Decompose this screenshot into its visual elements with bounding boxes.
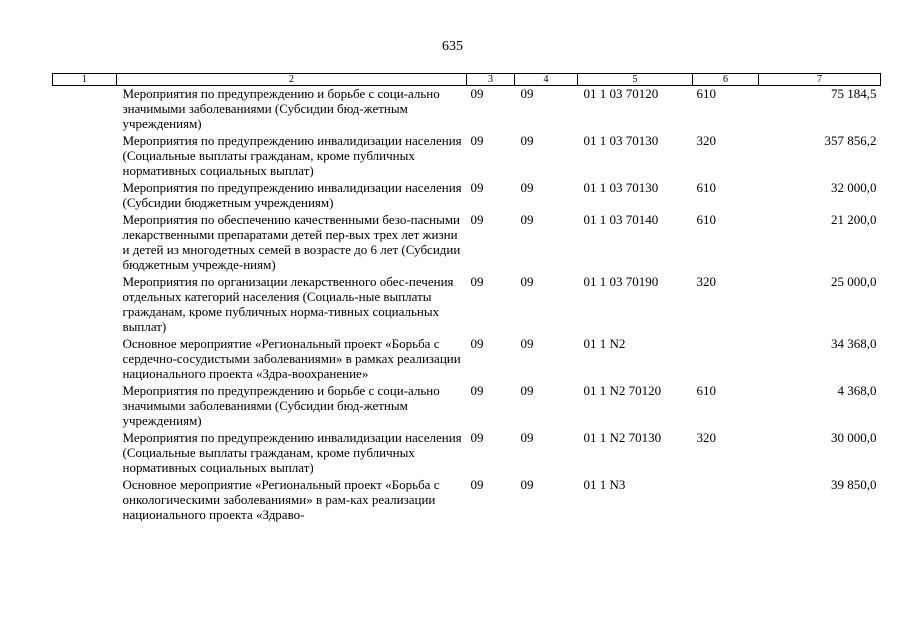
table-row <box>53 86 881 134</box>
row-amount-cell: 25 000,0 <box>831 274 877 289</box>
header-row <box>53 74 881 86</box>
row-amount-cell: 39 850,0 <box>831 477 877 492</box>
table-row <box>53 274 881 336</box>
row-amount-cell: 357 856,2 <box>824 133 877 148</box>
row-subsection-cell: 09 <box>520 212 534 227</box>
row-section-cell: 09 <box>470 477 484 492</box>
row-subsection-cell: 09 <box>520 133 534 148</box>
table-row <box>53 477 881 524</box>
row-name-cell: Мероприятия по предупреждению инвалидизации населения (Субсидии бюджетным учреждениям) <box>122 180 462 210</box>
table-row <box>53 430 881 477</box>
row-code-cell: 01 1 N3 <box>583 477 626 492</box>
row-section-cell: 09 <box>470 86 484 101</box>
row-code-cell: 01 1 03 70130 <box>583 133 659 148</box>
table-row <box>53 212 881 274</box>
row-subsection-cell: 09 <box>520 180 534 195</box>
row-type-cell <box>693 336 759 383</box>
row-name-cell: Мероприятия по предупреждению и борьбе с соци-ально значимыми заболеваниями (Субсидии бюд-жетным учреждениям) <box>122 383 440 428</box>
row-type-cell: 320 <box>696 274 716 289</box>
row-subsection-cell: 09 <box>520 86 534 101</box>
table-row <box>53 180 881 212</box>
row-type-cell: 610 <box>696 212 716 227</box>
row-section-cell: 09 <box>470 336 484 351</box>
row-number-cell <box>53 180 117 212</box>
table-row <box>53 383 881 430</box>
table-row <box>53 133 881 180</box>
row-amount-cell: 4 368,0 <box>837 383 877 398</box>
row-number-cell <box>53 274 117 336</box>
row-number-cell <box>53 336 117 383</box>
row-type-cell: 320 <box>696 133 716 148</box>
row-amount-cell: 34 368,0 <box>831 336 877 351</box>
table-row <box>53 336 881 383</box>
header-cell-2: 2 <box>117 74 467 86</box>
row-name-cell: Основное мероприятие «Региональный проект «Борьба с онкологическими заболеваниями» в рам-ках реализации национального проекта «Здраво- <box>122 477 440 522</box>
row-section-cell: 09 <box>470 383 484 398</box>
row-subsection-cell: 09 <box>520 274 534 289</box>
header-cell-1: 1 <box>53 74 117 86</box>
row-number-cell <box>53 86 117 134</box>
row-name-cell: Мероприятия по предупреждению инвалидизации населения (Социальные выплаты гражданам, кроме публичных нормативных социальных выплат) <box>122 430 462 475</box>
row-number-cell <box>53 430 117 477</box>
row-code-cell: 01 1 03 70190 <box>583 274 659 289</box>
row-code-cell: 01 1 03 70120 <box>583 86 659 101</box>
row-code-cell: 01 1 N2 70120 <box>583 383 662 398</box>
row-section-cell: 09 <box>470 274 484 289</box>
row-type-cell <box>693 477 759 524</box>
header-cell-6: 6 <box>693 74 759 86</box>
row-number-cell <box>53 383 117 430</box>
row-type-cell: 610 <box>696 180 716 195</box>
table-header <box>53 74 881 86</box>
row-type-cell: 610 <box>696 86 716 101</box>
header-cell-7: 7 <box>759 74 881 86</box>
row-number-cell <box>53 477 117 524</box>
row-name-cell: Мероприятия по организации лекарственного обес-печения отдельных категорий населения (Социаль-ные выплаты гражданам, кроме публичных норма-тивных социальных выплат) <box>122 274 454 334</box>
row-code-cell: 01 1 03 70140 <box>583 212 659 227</box>
row-name-cell: Основное мероприятие «Региональный проект «Борьба с сердечно-сосудистыми заболеваниями» в рамках реализации национального проекта «Здра-воохранение» <box>122 336 461 381</box>
row-subsection-cell: 09 <box>520 430 534 445</box>
header-cell-3: 3 <box>467 74 515 86</box>
row-code-cell: 01 1 N2 <box>583 336 626 351</box>
row-name-cell: Мероприятия по предупреждению и борьбе с соци-ально значимыми заболеваниями (Субсидии бюд-жетным учреждениям) <box>122 86 440 131</box>
row-code-cell: 01 1 N2 70130 <box>583 430 662 445</box>
row-amount-cell: 75 184,5 <box>831 86 877 101</box>
row-number-cell <box>53 133 117 180</box>
row-section-cell: 09 <box>470 430 484 445</box>
row-section-cell: 09 <box>470 212 484 227</box>
row-name-cell: Мероприятия по обеспечению качественными безо-пасными лекарственными препаратами детей пер-вых трех лет жизни и детей из многодетных семей в возрасте до 6 лет (Субсидии бюджетным учрежде-ниям) <box>122 212 461 272</box>
budget-table <box>52 73 881 524</box>
row-section-cell: 09 <box>470 180 484 195</box>
row-amount-cell: 32 000,0 <box>831 180 877 195</box>
row-subsection-cell: 09 <box>520 336 534 351</box>
row-code-cell: 01 1 03 70130 <box>583 180 659 195</box>
page-number: 635 <box>442 39 463 54</box>
header-cell-5: 5 <box>578 74 693 86</box>
row-section-cell: 09 <box>470 133 484 148</box>
row-type-cell: 610 <box>696 383 716 398</box>
row-name-cell: Мероприятия по предупреждению инвалидизации населения (Социальные выплаты гражданам, кроме публичных нормативных социальных выплат) <box>122 133 462 178</box>
header-cell-4: 4 <box>515 74 578 86</box>
row-number-cell <box>53 212 117 274</box>
row-type-cell: 320 <box>696 430 716 445</box>
row-amount-cell: 30 000,0 <box>831 430 877 445</box>
row-subsection-cell: 09 <box>520 477 534 492</box>
table-body <box>53 86 881 525</box>
row-subsection-cell: 09 <box>520 383 534 398</box>
row-amount-cell: 21 200,0 <box>831 212 877 227</box>
